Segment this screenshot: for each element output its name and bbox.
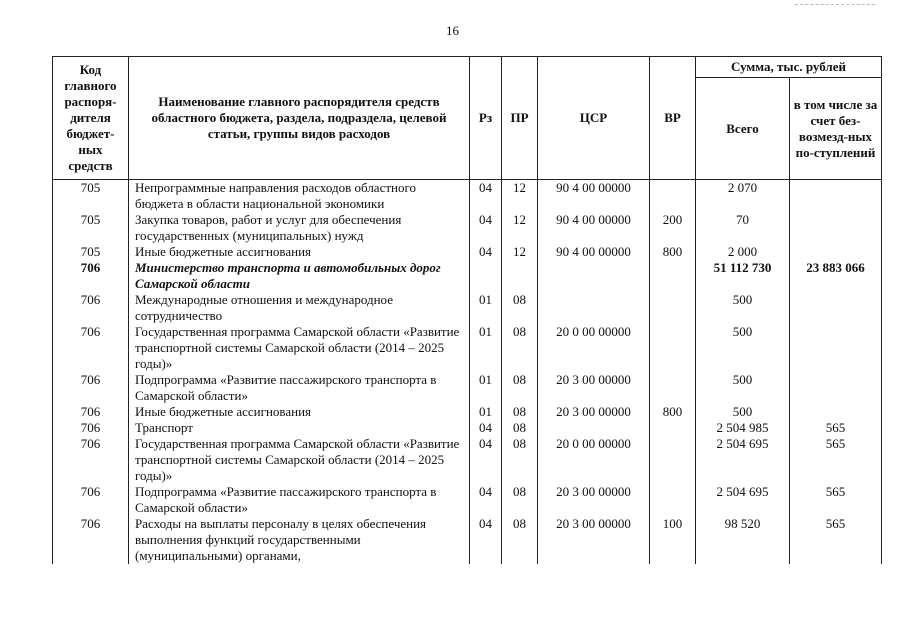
cell-code: 706 (53, 260, 129, 292)
header-rz: Рз (470, 57, 502, 180)
cell-total: 51 112 730 (696, 260, 790, 292)
header-free: в том числе за счет без-возмезд-ных по-ступлений (790, 78, 882, 180)
table-row (53, 484, 882, 516)
cell-csr: 20 3 00 00000 (538, 484, 650, 516)
cell-vr: 100 (650, 516, 696, 564)
cell-name: Государственная программа Самарской области «Развитие транспортной системы Самарской области (2014 – 2025 годы)» (129, 436, 470, 484)
cell-free: 565 (790, 516, 882, 564)
cell-rz: 04 (470, 484, 502, 516)
cell-total: 98 520 (696, 516, 790, 564)
cell-total: 2 504 695 (696, 436, 790, 484)
cell-name: Государственная программа Самарской области «Развитие транспортной системы Самарской области (2014 – 2025 годы)» (129, 324, 470, 372)
cell-name: Транспорт (129, 420, 470, 436)
cell-rz: 04 (470, 436, 502, 484)
cell-free (790, 324, 882, 372)
cell-rz: 04 (470, 212, 502, 244)
cell-pr: 08 (502, 516, 538, 564)
cell-total: 500 (696, 324, 790, 372)
cell-free: 565 (790, 420, 882, 436)
cell-csr: 20 3 00 00000 (538, 516, 650, 564)
cell-name: Международные отношения и международное сотрудничество (129, 292, 470, 324)
cell-vr: 800 (650, 404, 696, 420)
table-body (53, 180, 882, 565)
cell-pr: 08 (502, 292, 538, 324)
cell-total: 500 (696, 372, 790, 404)
cell-csr: 20 3 00 00000 (538, 372, 650, 404)
cell-vr: 200 (650, 212, 696, 244)
cell-total: 500 (696, 292, 790, 324)
cell-vr (650, 292, 696, 324)
header-name: Наименование главного распорядителя средств областного бюджета, раздела, подраздела, целевой статьи, группы видов расходов (129, 57, 470, 180)
cell-code: 706 (53, 516, 129, 564)
cell-csr: 20 0 00 00000 (538, 436, 650, 484)
cell-code: 706 (53, 372, 129, 404)
cell-pr: 08 (502, 420, 538, 436)
cell-free: 565 (790, 484, 882, 516)
cell-code: 706 (53, 484, 129, 516)
corner-dash (795, 4, 875, 5)
cell-csr (538, 260, 650, 292)
cell-total: 2 000 (696, 244, 790, 260)
cell-free (790, 212, 882, 244)
header-pr: ПР (502, 57, 538, 180)
table-row (53, 180, 882, 213)
cell-name: Расходы на выплаты персоналу в целях обеспечения выполнения функций государственными (муниципальными) органами, (129, 516, 470, 564)
table-row (53, 436, 882, 484)
cell-pr: 08 (502, 436, 538, 484)
table-row (53, 212, 882, 244)
cell-rz: 01 (470, 324, 502, 372)
cell-name: Подпрограмма «Развитие пассажирского транспорта в Самарской области» (129, 372, 470, 404)
cell-vr (650, 436, 696, 484)
cell-csr (538, 292, 650, 324)
header-sum: Сумма, тыс. рублей (696, 57, 882, 78)
cell-rz: 04 (470, 516, 502, 564)
cell-rz (470, 260, 502, 292)
cell-free: 23 883 066 (790, 260, 882, 292)
cell-name: Министерство транспорта и автомобильных дорог Самарской области (129, 260, 470, 292)
cell-total: 2 504 985 (696, 420, 790, 436)
cell-name: Иные бюджетные ассигнования (129, 404, 470, 420)
cell-total: 2 504 695 (696, 484, 790, 516)
cell-csr: 90 4 00 00000 (538, 180, 650, 213)
cell-free: 565 (790, 436, 882, 484)
cell-rz: 04 (470, 244, 502, 260)
cell-csr: 20 0 00 00000 (538, 324, 650, 372)
cell-name: Непрограммные направления расходов областного бюджета в области национальной экономики (129, 180, 470, 213)
cell-csr: 20 3 00 00000 (538, 404, 650, 420)
cell-pr: 12 (502, 244, 538, 260)
cell-rz: 04 (470, 180, 502, 213)
cell-vr (650, 420, 696, 436)
table-row (53, 260, 882, 292)
cell-vr (650, 180, 696, 213)
table-row (53, 404, 882, 420)
cell-free (790, 180, 882, 213)
page-number: 16 (446, 23, 459, 38)
cell-code: 705 (53, 244, 129, 260)
header-csr: ЦСР (538, 57, 650, 180)
cell-free (790, 372, 882, 404)
cell-pr: 08 (502, 484, 538, 516)
table-row (53, 372, 882, 404)
budget-table (52, 56, 882, 564)
cell-rz: 01 (470, 372, 502, 404)
cell-rz: 04 (470, 420, 502, 436)
cell-pr: 08 (502, 372, 538, 404)
cell-vr (650, 324, 696, 372)
cell-pr: 12 (502, 180, 538, 213)
table-row (53, 292, 882, 324)
cell-csr: 90 4 00 00000 (538, 212, 650, 244)
cell-total: 500 (696, 404, 790, 420)
cell-vr (650, 372, 696, 404)
cell-pr: 08 (502, 404, 538, 420)
table-row (53, 420, 882, 436)
cell-code: 706 (53, 324, 129, 372)
cell-pr: 12 (502, 212, 538, 244)
cell-free (790, 404, 882, 420)
cell-csr (538, 420, 650, 436)
cell-rz: 01 (470, 292, 502, 324)
cell-free (790, 292, 882, 324)
cell-vr (650, 484, 696, 516)
cell-pr: 08 (502, 324, 538, 372)
cell-code: 705 (53, 180, 129, 213)
cell-code: 706 (53, 292, 129, 324)
cell-name: Подпрограмма «Развитие пассажирского транспорта в Самарской области» (129, 484, 470, 516)
cell-code: 705 (53, 212, 129, 244)
cell-total: 2 070 (696, 180, 790, 213)
cell-vr: 800 (650, 244, 696, 260)
header-total: Всего (696, 78, 790, 180)
header-code: Код главного распоря-дителя бюджет-ных средств (53, 57, 129, 180)
cell-code: 706 (53, 420, 129, 436)
cell-code: 706 (53, 404, 129, 420)
header-vr: ВР (650, 57, 696, 180)
cell-free (790, 244, 882, 260)
table-row (53, 324, 882, 372)
cell-name: Иные бюджетные ассигнования (129, 244, 470, 260)
cell-csr: 90 4 00 00000 (538, 244, 650, 260)
cell-code: 706 (53, 436, 129, 484)
table-row (53, 516, 882, 564)
cell-total: 70 (696, 212, 790, 244)
cell-rz: 01 (470, 404, 502, 420)
table-row (53, 244, 882, 260)
cell-name: Закупка товаров, работ и услуг для обеспечения государственных (муниципальных) нужд (129, 212, 470, 244)
cell-pr (502, 260, 538, 292)
cell-vr (650, 260, 696, 292)
